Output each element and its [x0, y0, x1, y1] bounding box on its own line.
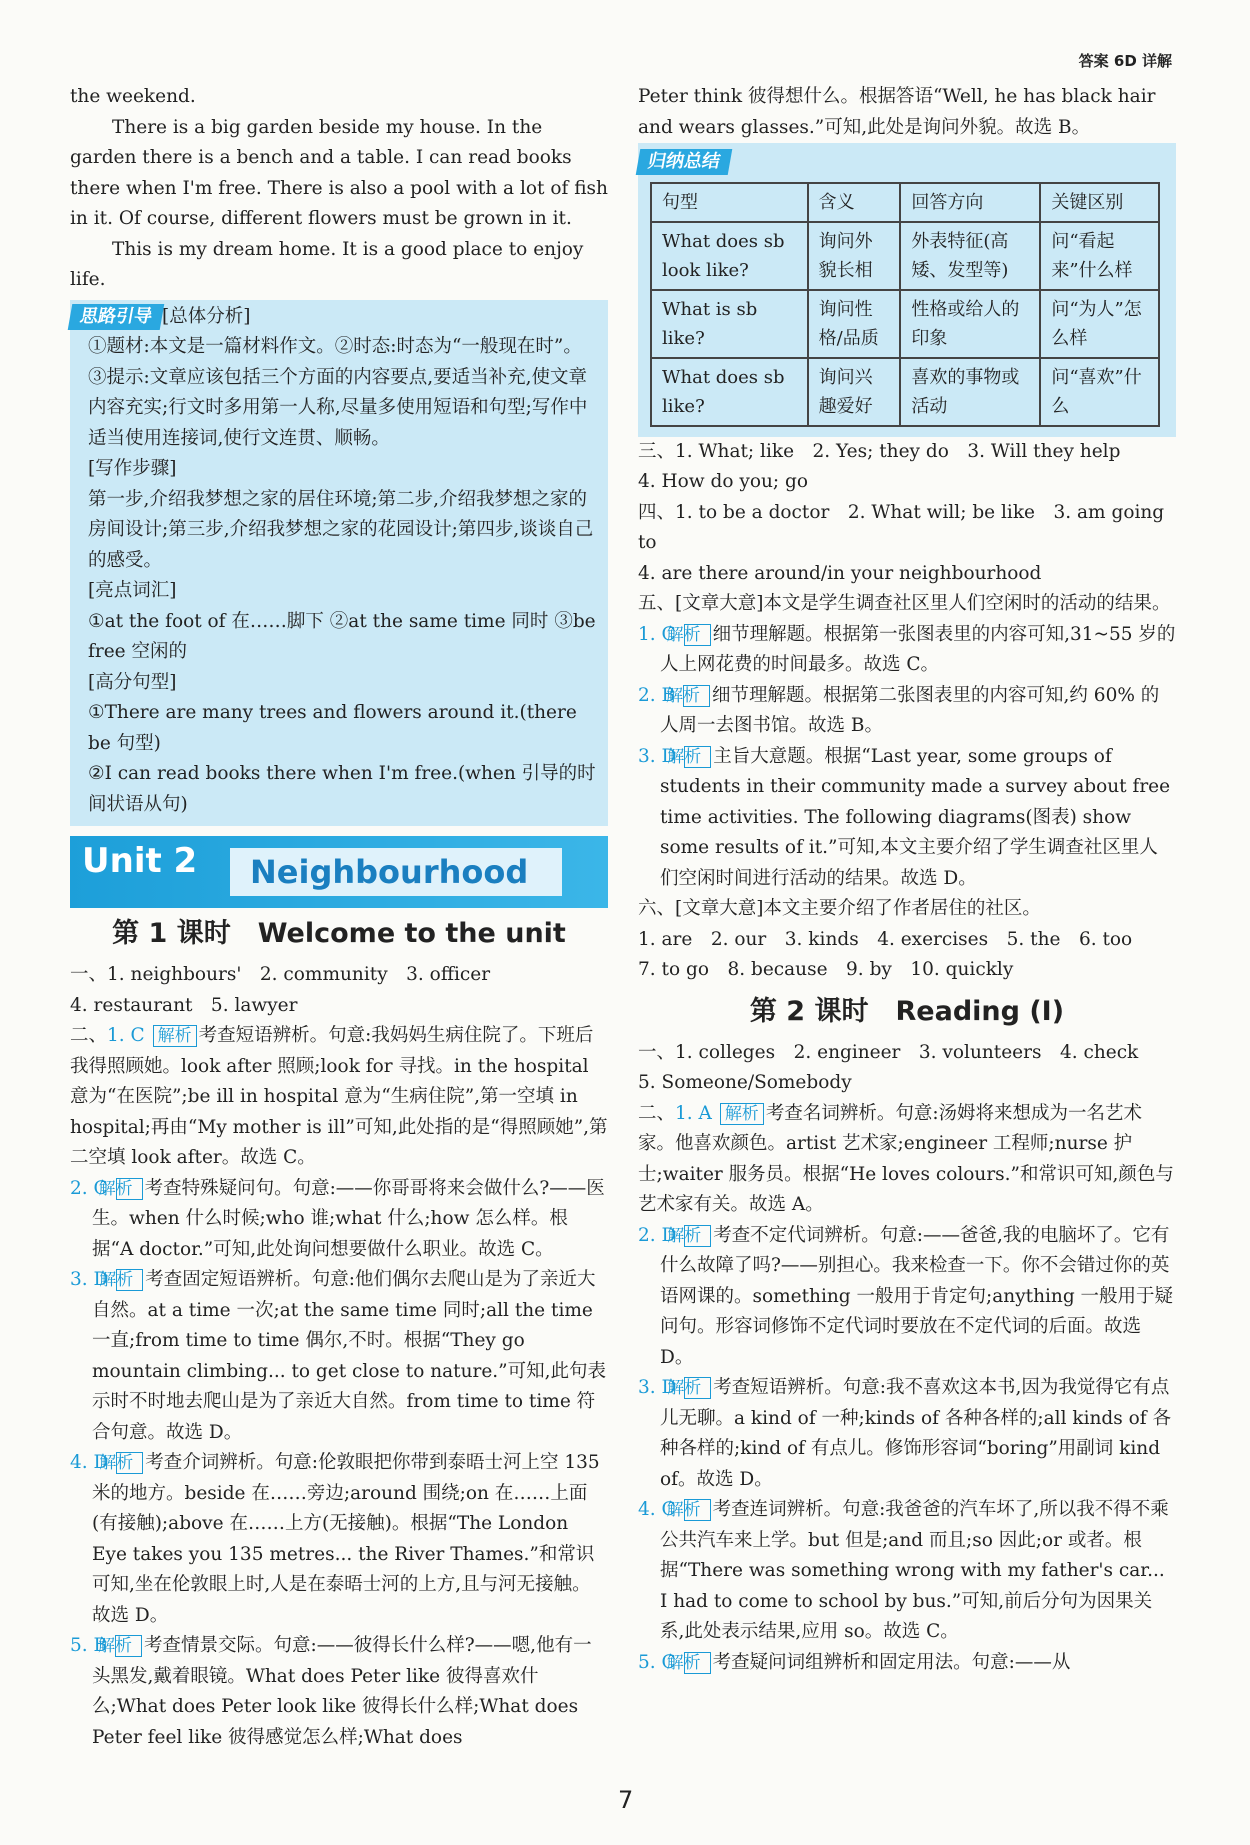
- answer-line: 三、1. What; like 2. Yes; they do 3. Will they help: [638, 440, 1121, 462]
- item-number: 2. D: [638, 1224, 677, 1246]
- table-header: 回答方向: [900, 183, 1040, 222]
- answer-line: 5. Someone/Somebody: [638, 1072, 852, 1093]
- essay-paragraph: This is my dream home. It is a good place to enjoy life.: [70, 238, 584, 290]
- item-number: 3. D: [70, 1269, 109, 1290]
- table-cell: 性格或给人的印象: [900, 290, 1040, 358]
- guide-heading: [总体分析]: [162, 305, 251, 327]
- guide-text: ①There are many trees and flowers around it.(there be 句型): [88, 702, 577, 754]
- answer-line: 六、[文章大意]本文主要介绍了作者居住的社区。: [638, 898, 1041, 919]
- table-header: 含义: [808, 183, 901, 222]
- item-text: 考查介词辨析。句意:伦敦眼把你带到泰晤士河上空 135 米的地方。beside 在……旁边;around 围绕;on 在……上面(有接触);above 在……上方(无接触)。根据“The London Eye takes you 135 metres... the River Thames.”和常识可知,坐在伦敦眼上时,人是在泰晤士河的上方,且与河无接触。故选 D。: [92, 1452, 600, 1626]
- summary-box: [638, 143, 1176, 437]
- guide-text: ①题材:本文是一篇材料作文。②时态:时态为“一般现在时”。③提示:文章应该包括三个方面的内容要点,要适当补充,使文章内容充实;行文时多用第一人称,尽量多使用短语和句型;写作中适当使用连接词,使行文连贯、顺畅。: [88, 336, 588, 449]
- guide-text: ②I can read books there when I'm free.(when 引导的时间状语从句): [88, 763, 596, 815]
- item-number: 2. C: [70, 1177, 108, 1199]
- analysis-tag: 解析: [683, 685, 710, 707]
- item-number: 5. B: [70, 1635, 108, 1656]
- item-number: 4. C: [638, 1499, 676, 1520]
- item-number: 1. A: [675, 1102, 712, 1124]
- analysis-tag: 解析: [116, 1269, 143, 1291]
- analysis-tag: 解析: [153, 1025, 197, 1047]
- answer-line: 7. to go 8. because 9. by 10. quickly: [638, 959, 1014, 980]
- analysis-tag: 解析: [115, 1635, 142, 1657]
- analysis-tag: 解析: [116, 1452, 143, 1474]
- table-cell: What does sb look like?: [651, 222, 808, 290]
- item-number: 1. C: [107, 1025, 145, 1046]
- table-cell: 外表特征(高矮、发型等): [900, 222, 1040, 290]
- table-cell: 询问性格/品质: [808, 290, 901, 358]
- table-cell: 询问兴趣爱好: [808, 358, 901, 426]
- table-cell: 问“为人”怎么样: [1040, 290, 1159, 358]
- analysis-tag: 解析: [684, 1377, 711, 1399]
- guide-text: 第一步,介绍我梦想之家的居住环境;第二步,介绍我梦想之家的房间设计;第三步,介绍我梦想之家的花园设计;第四步,谈谈自己的感受。: [88, 488, 594, 571]
- item-text: 考查情景交际。句意:——彼得长什么样?——嗯,他有一头黑发,戴着眼镜。What does Peter like 彼得喜欢什么;What does Peter look like 彼得长什么样;What does Peter feel like 彼得感觉怎么样;What does: [92, 1635, 592, 1748]
- guide-tag: 思路引导: [68, 304, 165, 330]
- item-text: 主旨大意题。根据“Last year, some groups of students in their community made a survey about free time activities. The following diagrams(图表) show some results of it.”可知,本文主要介绍了学生调查社区里人们空闲时间进行活动的结果。故选 D。: [660, 745, 1171, 889]
- table-header: 关键区别: [1040, 183, 1159, 222]
- analysis-tag: 解析: [684, 624, 711, 646]
- analysis-tag: 解析: [684, 1652, 711, 1674]
- guide-heading: [写作步骤]: [88, 458, 177, 479]
- section-label: 一、: [70, 964, 108, 985]
- answer-line: 一、1. colleges 2. engineer 3. volunteers 4. check: [638, 1041, 1139, 1063]
- item-text: 考查疑问词组辨析和固定用法。句意:——从: [712, 1651, 1071, 1673]
- table-row: [651, 290, 1159, 358]
- item-text: 考查短语辨析。句意:我妈妈生病住院了。下班后我得照顾她。look after 照顾;look for 寻找。in the hospital 意为“在医院”;be ill in hospital 意为“生病住院”,第一空填 in hospital;再由“My mother is ill”可知,此处指的是“得照顾她”,第二空填 look after。故选 C。: [70, 1025, 608, 1168]
- unit-banner: [70, 836, 608, 908]
- answer-line: 四、1. to be a doctor 2. What will; be like 3. am going to: [638, 501, 1165, 553]
- summary-table: [650, 182, 1160, 427]
- analysis-tag: 解析: [720, 1103, 764, 1125]
- essay-paragraph: There is a big garden beside my house. In the garden there is a bench and a table. I can read books there when I'm free. There is also a pool with a lot of fish in it. Of course, different flowers must be grown in it.: [70, 116, 608, 229]
- item-text: 考查特殊疑问句。句意:——你哥哥将来会做什么?——医生。when 什么时候;who 谁;what 什么;how 怎么样。根据“A doctor.”可知,此处询问想要做什么职业。故选 C。: [92, 1177, 605, 1260]
- table-row: [651, 358, 1159, 426]
- analysis-tag: 解析: [116, 1178, 143, 1200]
- table-cell: 喜欢的事物或活动: [900, 358, 1040, 426]
- table-cell: 问“看起来”什么样: [1040, 222, 1159, 290]
- lesson-title: 第 2 课时 Reading (Ⅰ): [749, 995, 1065, 1027]
- analysis-tag: 解析: [684, 746, 711, 768]
- item-number: 4. D: [70, 1452, 109, 1473]
- item-text: 考查短语辨析。句意:我不喜欢这本书,因为我觉得它有点儿无聊。a kind of 一种;kinds of 各种各样的;all kinds of 各种各样的;kind of 有点儿。修饰形容词“boring”用副词 kind of。故选 D。: [660, 1377, 1172, 1490]
- section-label: 二、: [638, 1102, 676, 1124]
- analysis-tag: 解析: [684, 1225, 711, 1247]
- unit-label: Unit 2: [82, 841, 198, 881]
- table-cell: 问“喜欢”什么: [1040, 358, 1159, 426]
- item-text: 考查固定短语辨析。句意:他们偶尔去爬山是为了亲近大自然。at a time 一次;at the same time 同时;all the time 一直;from time to time 偶尔,不时。根据“They go mountain climbing... to get close to nature.”可知,此句表示时不时地去爬山是为了亲近大自然。from time to time 符合句意。故选 D。: [92, 1269, 607, 1443]
- table-cell: What is sb like?: [651, 290, 808, 358]
- item-text: 考查不定代词辨析。句意:——爸爸,我的电脑坏了。它有什么故障了吗?——别担心。我来检查一下。你不会错过你的英语网课的。something 一般用于肯定句;anything 一般用于疑问句。形容词修饰不定代词时要放在不定代词的后面。故选 D。: [660, 1224, 1174, 1368]
- answer-line: 4. How do you; go: [638, 471, 808, 492]
- item-number: 2. B: [638, 684, 676, 706]
- right-column: [638, 82, 1176, 1678]
- page-header: 答案 6D 详解: [1078, 52, 1172, 70]
- continued-text: Peter think 彼得想什么。根据答语“Well, he has black hair and wears glasses.”可知,此处是询问外貌。故选 B。: [638, 86, 1156, 138]
- item-text: 考查连词辨析。句意:我爸爸的汽车坏了,所以我不得不乘公共汽车来上学。but 但是;and 而且;so 因此;or 或者。根据“There was something wrong with my father's car... I had to come to school by bus.”可知,前后分句为因果关系,此处表示结果,应用 so。故选 C。: [660, 1499, 1169, 1642]
- item-number: 5. C: [638, 1651, 676, 1673]
- answer-line: 五、[文章大意]本文是学生调查社区里人们空闲时的活动的结果。: [638, 593, 1171, 614]
- writing-guide-box: [70, 300, 608, 827]
- guide-text: ①at the foot of 在……脚下 ②at the same time 同时 ③be free 空闲的: [88, 610, 596, 662]
- answer-line: 4. restaurant 5. lawyer: [70, 994, 298, 1016]
- item-text: 考查名词辨析。句意:汤姆将来想成为一名艺术家。他喜欢颜色。artist 艺术家;engineer 工程师;nurse 护士;waiter 服务员。根据“He loves colours.”和常识可知,颜色与艺术家有关。故选 A。: [638, 1102, 1174, 1215]
- unit-title: Neighbourhood: [230, 848, 562, 896]
- guide-heading: [亮点词汇]: [88, 580, 177, 601]
- item-number: 3. D: [638, 745, 677, 767]
- summary-tag: 归纳总结: [636, 149, 733, 175]
- lesson-title: 第 1 课时 Welcome to the unit: [112, 918, 566, 949]
- table-cell: What does sb like?: [651, 358, 808, 426]
- section-label: 二、: [70, 1025, 108, 1046]
- answer-line: 1. neighbours' 2. community 3. officer: [107, 964, 491, 985]
- item-number: 1. C: [638, 623, 676, 645]
- item-number: 3. D: [638, 1377, 677, 1398]
- answer-line: 1. are 2. our 3. kinds 4. exercises 5. the 6. too: [638, 928, 1133, 950]
- table-cell: 询问外貌长相: [808, 222, 901, 290]
- table-row: [651, 222, 1159, 290]
- essay-line: the weekend.: [70, 86, 196, 107]
- page-number: 7: [618, 1786, 634, 1814]
- answer-line: 4. are there around/in your neighbourhood: [638, 562, 1042, 584]
- guide-heading: [高分句型]: [88, 671, 177, 693]
- item-text: 细节理解题。根据第二张图表里的内容可知,约 60% 的人周一去图书馆。故选 B。: [660, 684, 1160, 736]
- table-header: 句型: [651, 183, 808, 222]
- analysis-tag: 解析: [684, 1499, 711, 1521]
- item-text: 细节理解题。根据第一张图表里的内容可知,31~55 岁的人上网花费的时间最多。故选 C。: [660, 623, 1176, 675]
- left-column: [70, 82, 608, 1753]
